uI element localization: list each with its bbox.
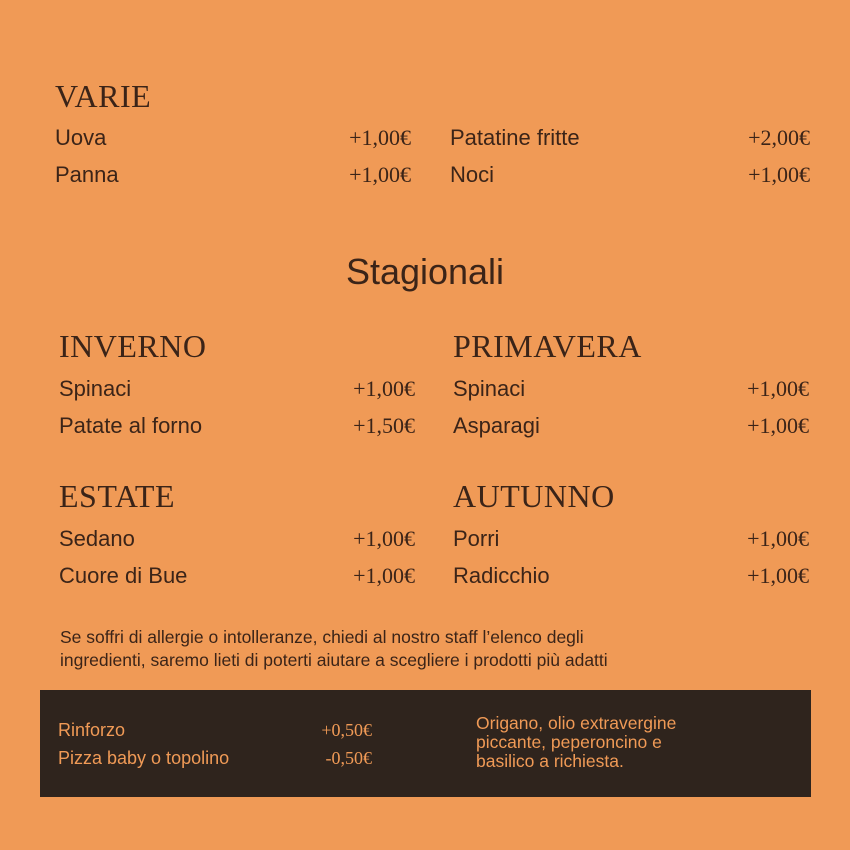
footer-item	[58, 717, 372, 743]
menu-item	[59, 520, 415, 557]
menu-item	[453, 557, 809, 594]
item-price: -0,50€	[325, 748, 372, 768]
menu-item	[453, 370, 809, 407]
allergy-note	[60, 626, 820, 672]
footer-item	[58, 745, 372, 771]
inverno-list	[59, 370, 415, 444]
varie-left-list	[55, 119, 411, 193]
stagionali-title: Stagionali	[345, 251, 505, 292]
item-name: Noci	[450, 162, 495, 187]
item-price: +1,00€	[353, 526, 415, 551]
condiments-line: Origano, olio extravergine	[476, 713, 677, 733]
item-name: Rinforzo	[58, 720, 126, 740]
item-name: Porri	[453, 526, 500, 551]
varie-title: VARIE	[55, 78, 152, 114]
menu-item	[450, 119, 810, 156]
item-price: +1,00€	[349, 162, 411, 187]
menu-item	[453, 520, 809, 557]
menu-item	[55, 119, 411, 156]
footer-box	[40, 690, 811, 797]
item-name: Spinaci	[59, 376, 132, 401]
item-name: Radicchio	[453, 563, 550, 588]
varie-right-list	[450, 119, 810, 193]
item-name: Panna	[55, 162, 119, 187]
item-name: Patatine fritte	[450, 125, 580, 150]
item-price: +2,00€	[748, 125, 810, 150]
item-price: +1,00€	[747, 413, 809, 438]
item-price: +1,50€	[353, 413, 415, 438]
item-name: Spinaci	[453, 376, 526, 401]
inverno-title: INVERNO	[59, 328, 207, 364]
primavera-list	[453, 370, 809, 444]
autunno-title: AUTUNNO	[453, 478, 615, 514]
item-name: Uova	[55, 125, 107, 150]
allergy-note-line: ingredienti, saremo lieti di poterti aiutare a scegliere i prodotti più adatti	[60, 650, 608, 670]
item-name: Pizza baby o topolino	[58, 748, 230, 768]
condiments-line: basilico a richiesta.	[476, 751, 624, 771]
menu-item	[59, 370, 415, 407]
item-name: Cuore di Bue	[59, 563, 188, 588]
item-price: +1,00€	[748, 162, 810, 187]
item-name: Sedano	[59, 526, 135, 551]
item-price: +1,00€	[349, 125, 411, 150]
menu-item	[450, 156, 810, 193]
item-price: +0,50€	[321, 720, 372, 740]
item-price: +1,00€	[747, 526, 809, 551]
item-price: +1,00€	[747, 376, 809, 401]
allergy-note-line: Se soffri di allergie o intolleranze, chiedi al nostro staff l’elenco degli	[60, 627, 584, 647]
menu-item	[59, 557, 415, 594]
menu-item	[453, 407, 809, 444]
item-name: Asparagi	[453, 413, 540, 438]
menu-item	[59, 407, 415, 444]
item-price: +1,00€	[747, 563, 809, 588]
estate-title: ESTATE	[59, 478, 175, 514]
primavera-title: PRIMAVERA	[453, 328, 642, 364]
menu-item	[55, 156, 411, 193]
estate-list	[59, 520, 415, 594]
item-name: Patate al forno	[59, 413, 203, 438]
condiments-note	[476, 714, 776, 771]
item-price: +1,00€	[353, 563, 415, 588]
item-price: +1,00€	[353, 376, 415, 401]
autunno-list	[453, 520, 809, 594]
condiments-line: piccante, peperoncino e	[476, 732, 662, 752]
